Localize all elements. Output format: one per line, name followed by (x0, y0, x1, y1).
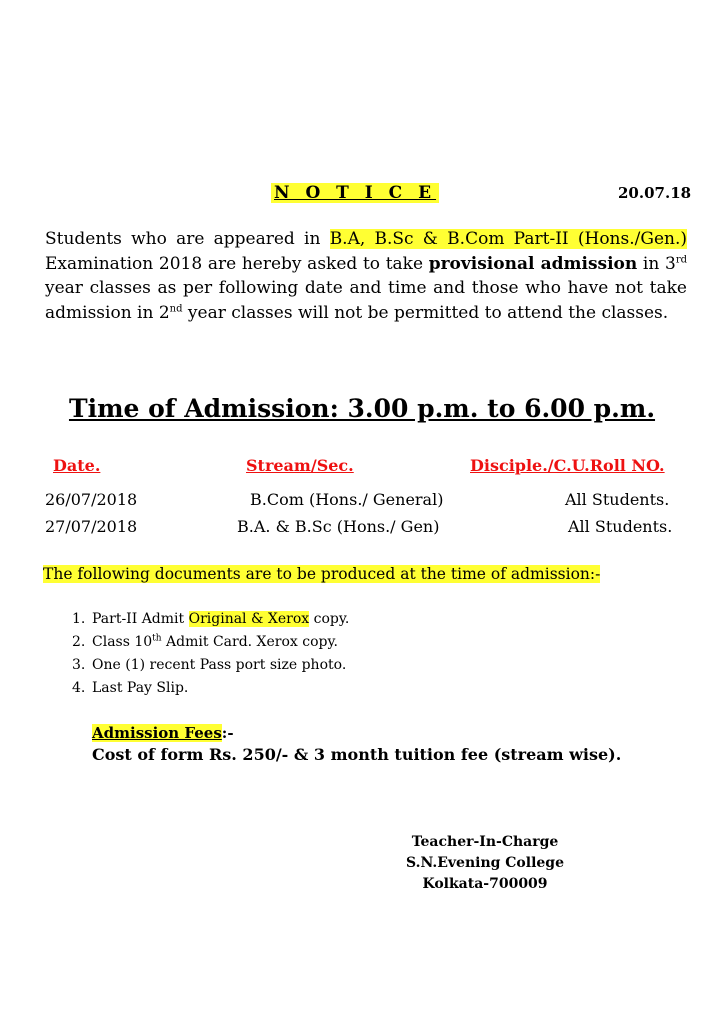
schedule-row-1-stream: B.Com (Hons./ General) (250, 490, 444, 509)
notice-date: 20.07.18 (618, 184, 692, 202)
para-text-2: Examination 2018 are hereby asked to take (45, 253, 429, 274)
schedule-row-1-disciple: All Students. (565, 490, 670, 509)
signature-college: S.N.Evening College (405, 855, 565, 871)
para-highlight-courses: B.A, B.Sc & B.Com Part-II (Hons./Gen.) (329, 229, 687, 249)
documents-heading: The following documents are to be produced at the time of admission:- (43, 565, 601, 583)
para-text-1: Students who are appeared in (45, 229, 330, 249)
notice-paragraph (45, 227, 687, 325)
document-item-1-highlight: Original & Xerox (188, 611, 310, 627)
schedule-row-2-date: 27/07/2018 (45, 517, 138, 536)
signature-title: Teacher-In-Charge (411, 834, 559, 850)
schedule-row-2-stream: B.A. & B.Sc (Hons./ Gen) (237, 517, 440, 536)
para-text-3: in 3 (637, 253, 676, 274)
schedule-header-date: Date. (53, 456, 101, 475)
notice-title: N O T I C E (271, 183, 439, 203)
documents-list (72, 608, 349, 700)
schedule-header-disciple: Disciple./C.U.Roll NO. (470, 456, 665, 475)
schedule-header-stream: Stream/Sec. (246, 456, 354, 475)
time-of-admission-heading: Time of Admission: 3.00 p.m. to 6.00 p.m. (68, 394, 656, 423)
signature-address: Kolkata-700009 (422, 876, 548, 892)
schedule-row-2-disciple: All Students. (568, 517, 673, 536)
para-text-4: year classes as per following date and time and those who have not take admission in 2 (45, 278, 687, 323)
document-item-1: 1. Part-II Admit Original & Xerox copy. (72, 611, 350, 627)
para-sup-nd: nd (169, 302, 183, 314)
para-sup-rd: rd (675, 253, 687, 265)
admission-fees-text: Cost of form Rs. 250/- & 3 month tuition fee (stream wise). (92, 745, 622, 764)
schedule-row-1-date: 26/07/2018 (45, 490, 138, 509)
document-item-4: 4. Last Pay Slip. (72, 680, 189, 696)
admission-fees-label: Admission Fees:- (92, 724, 234, 742)
para-bold-provisional: provisional admission (428, 253, 638, 274)
document-item-2: 2. Class 10th Admit Card. Xerox copy. (72, 633, 339, 650)
para-text-5: year classes will not be permitted to attend the classes. (182, 302, 669, 323)
document-item-3: 3. One (1) recent Pass port size photo. (72, 657, 347, 673)
